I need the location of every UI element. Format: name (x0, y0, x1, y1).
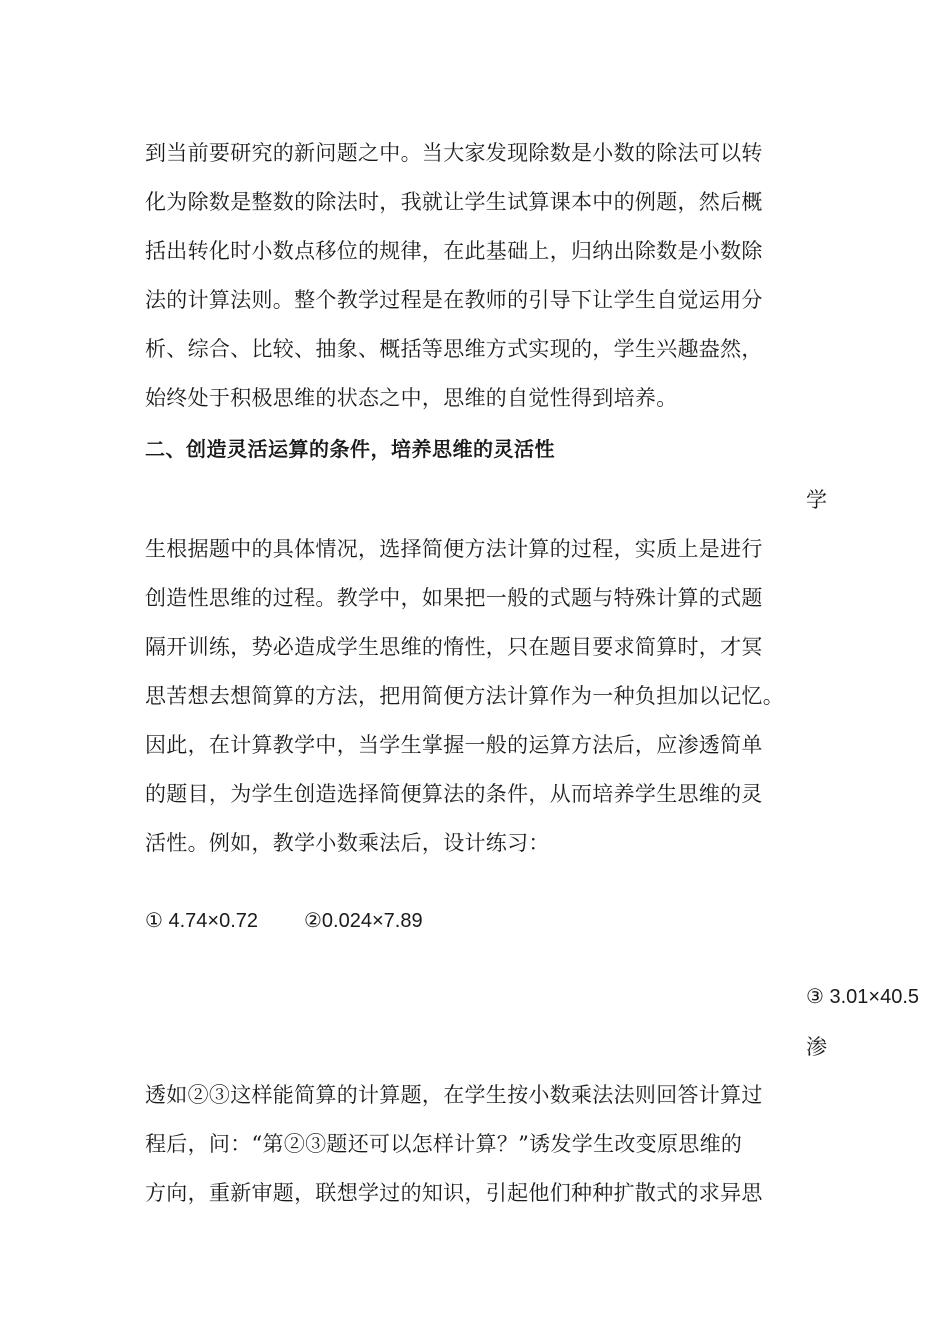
section-heading: 二、创造灵活运算的条件，培养思维的灵活性 (145, 437, 555, 461)
paragraph-lead-char: 渗 (806, 1035, 827, 1059)
text-line: 析、综合、比较、抽象、概括等思维方式实现的，学生兴趣盎然， (145, 337, 763, 361)
text-line: 透如②③这样能简算的计算题，在学生按小数乘法法则回答计算过 (145, 1083, 763, 1107)
text-line: 到当前要研究的新问题之中。当大家发现除数是小数的除法可以转 (145, 141, 763, 165)
text-line: 生根据题中的具体情况，选择简便方法计算的过程，实质上是进行 (145, 537, 763, 561)
text-line: 括出转化时小数点移位的规律，在此基础上，归纳出除数是小数除 (145, 239, 763, 263)
exercise-item-3: ③ 3.01×40.5 (806, 986, 920, 1008)
text-line: 始终处于积极思维的状态之中，思维的自觉性得到培养。 (145, 386, 678, 410)
text-line: 创造性思维的过程。教学中，如果把一般的式题与特殊计算的式题 (145, 586, 763, 610)
text-line: 方向，重新审题，联想学过的知识，引起他们种种扩散式的求异思 (145, 1181, 763, 1205)
text-line: 隔开训练，势必造成学生思维的惰性，只在题目要求简算时，才冥 (145, 635, 763, 659)
paragraph-lead-char: 学 (806, 488, 827, 512)
exercise-item-1: ① 4.74×0.72 (145, 910, 259, 932)
text-line: 的题目，为学生创造选择简便算法的条件，从而培养学生思维的灵 (145, 782, 763, 806)
text-line: 因此，在计算教学中，当学生掌握一般的运算方法后，应渗透简单 (145, 733, 763, 757)
exercise-item-2: ②0.024×7.89 (304, 910, 423, 932)
text-line: 活性。例如，教学小数乘法后，设计练习： (145, 831, 550, 855)
text-line: 法的计算法则。整个教学过程是在教师的引导下让学生自觉运用分 (145, 288, 763, 312)
text-line: 化为除数是整数的除法时，我就让学生试算课本中的例题，然后概 (145, 190, 763, 214)
text-line: 程后，问：“第②③题还可以怎样计算？”诱发学生改变原思维的 (145, 1132, 743, 1156)
text-line: 思苦想去想简算的方法，把用简便方法计算作为一种负担加以记忆。 (145, 684, 784, 708)
